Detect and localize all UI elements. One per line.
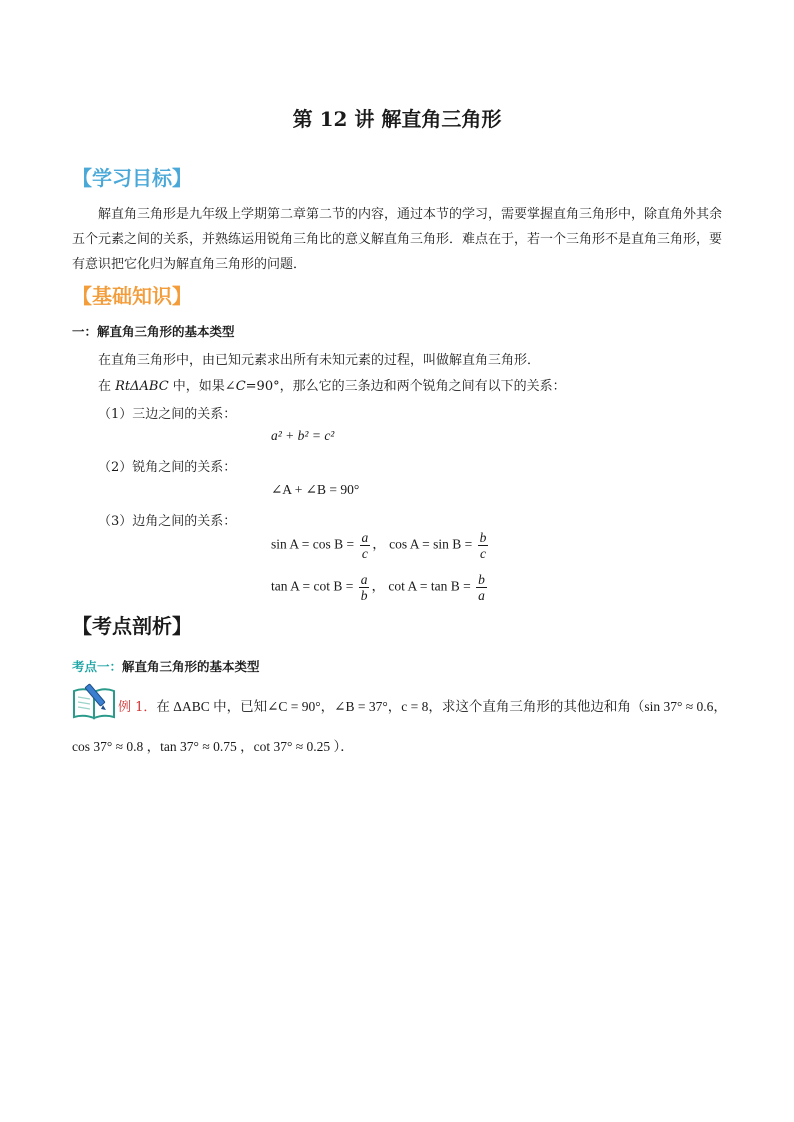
formula-sin-left: sin A = cos B =	[271, 536, 355, 552]
section-heading-basics: 【基础知识】	[72, 284, 192, 308]
fraction-numerator: b	[478, 572, 485, 587]
formula-sin-cos	[271, 530, 490, 561]
fraction-a-over-b	[359, 572, 370, 603]
fraction-denominator: b	[360, 588, 368, 603]
book-pen-icon	[72, 683, 116, 721]
section-heading-analysis: 【考点剖析】	[72, 614, 192, 638]
formula-cot-left: cot A = tan B =	[388, 578, 471, 594]
fraction-numerator: a	[361, 530, 369, 545]
exam-point-title: 解直角三角形的基本类型	[122, 659, 260, 674]
formula-tan-left: tan A = cot B =	[271, 578, 354, 594]
fraction-denominator: c	[361, 546, 368, 561]
example-1-line-1	[118, 695, 727, 715]
page-title: 第 12 讲 解直角三角形	[292, 107, 502, 131]
formula-tan-cot	[271, 572, 489, 603]
relation-item-1: （1）三边之间的关系：	[98, 407, 237, 422]
fraction-a-over-c	[360, 530, 371, 561]
example-text: 在 ΔABC 中，已知∠C = 90°，∠B = 37°，c = 8，求这个直角三角形的其他边和角（sin 37° ≈ 0.6，	[156, 699, 727, 714]
condition-triangle: RtΔABC	[115, 379, 169, 394]
relation-item-2: （2）锐角之间的关系：	[98, 460, 237, 475]
fraction-numerator: a	[360, 572, 368, 587]
exam-point-heading	[72, 657, 260, 675]
fraction-denominator: c	[480, 546, 486, 561]
section-heading-goals: 【学习目标】	[72, 166, 192, 190]
fraction-denominator: a	[478, 588, 485, 603]
formula-pythagoras: a² + b² = c²	[271, 428, 335, 443]
goals-paragraph: 解直角三角形是九年级上学期第二章第二节的内容，通过本节的学习，需要掌握直角三角形中，除直角外其余五个元素之间的关系，并熟练运用锐角三角比的意义解直角三角形．难点在于，若一个三角形不是直角三角形，要有意识把它化归为解直角三角形的问题．	[72, 207, 723, 272]
condition-prefix: 在	[98, 379, 116, 394]
fraction-b-over-a	[476, 572, 487, 603]
example-label: 例 1．	[118, 700, 157, 715]
condition-angle: C	[235, 379, 246, 394]
formula-angles: ∠A + ∠B = 90°	[271, 482, 360, 497]
exam-point-label: 考点一：	[72, 659, 123, 674]
formula-cos-left: cos A = sin B =	[389, 536, 473, 552]
fraction-numerator: b	[479, 530, 487, 545]
basics-definition: 在直角三角形中，由已知元素求出所有未知元素的过程，叫做解直角三角形．	[98, 353, 541, 368]
relation-item-3: （3）边角之间的关系：	[98, 514, 237, 529]
formula-separator: ，	[371, 578, 385, 594]
basics-subheading: 一：解直角三角形的基本类型	[72, 324, 235, 339]
condition-suffix: =90°，那么它的三条边和两个锐角之间有以下的关系：	[245, 379, 566, 394]
example-1-line-2: cos 37° ≈ 0.8 ，tan 37° ≈ 0.75 ，cot 37° ≈ 0.25 ）．	[72, 739, 354, 754]
condition-mid: 中，如果∠	[168, 379, 236, 394]
fraction-b-over-c	[478, 530, 489, 561]
basics-condition	[98, 375, 566, 394]
formula-separator: ，	[372, 536, 386, 552]
